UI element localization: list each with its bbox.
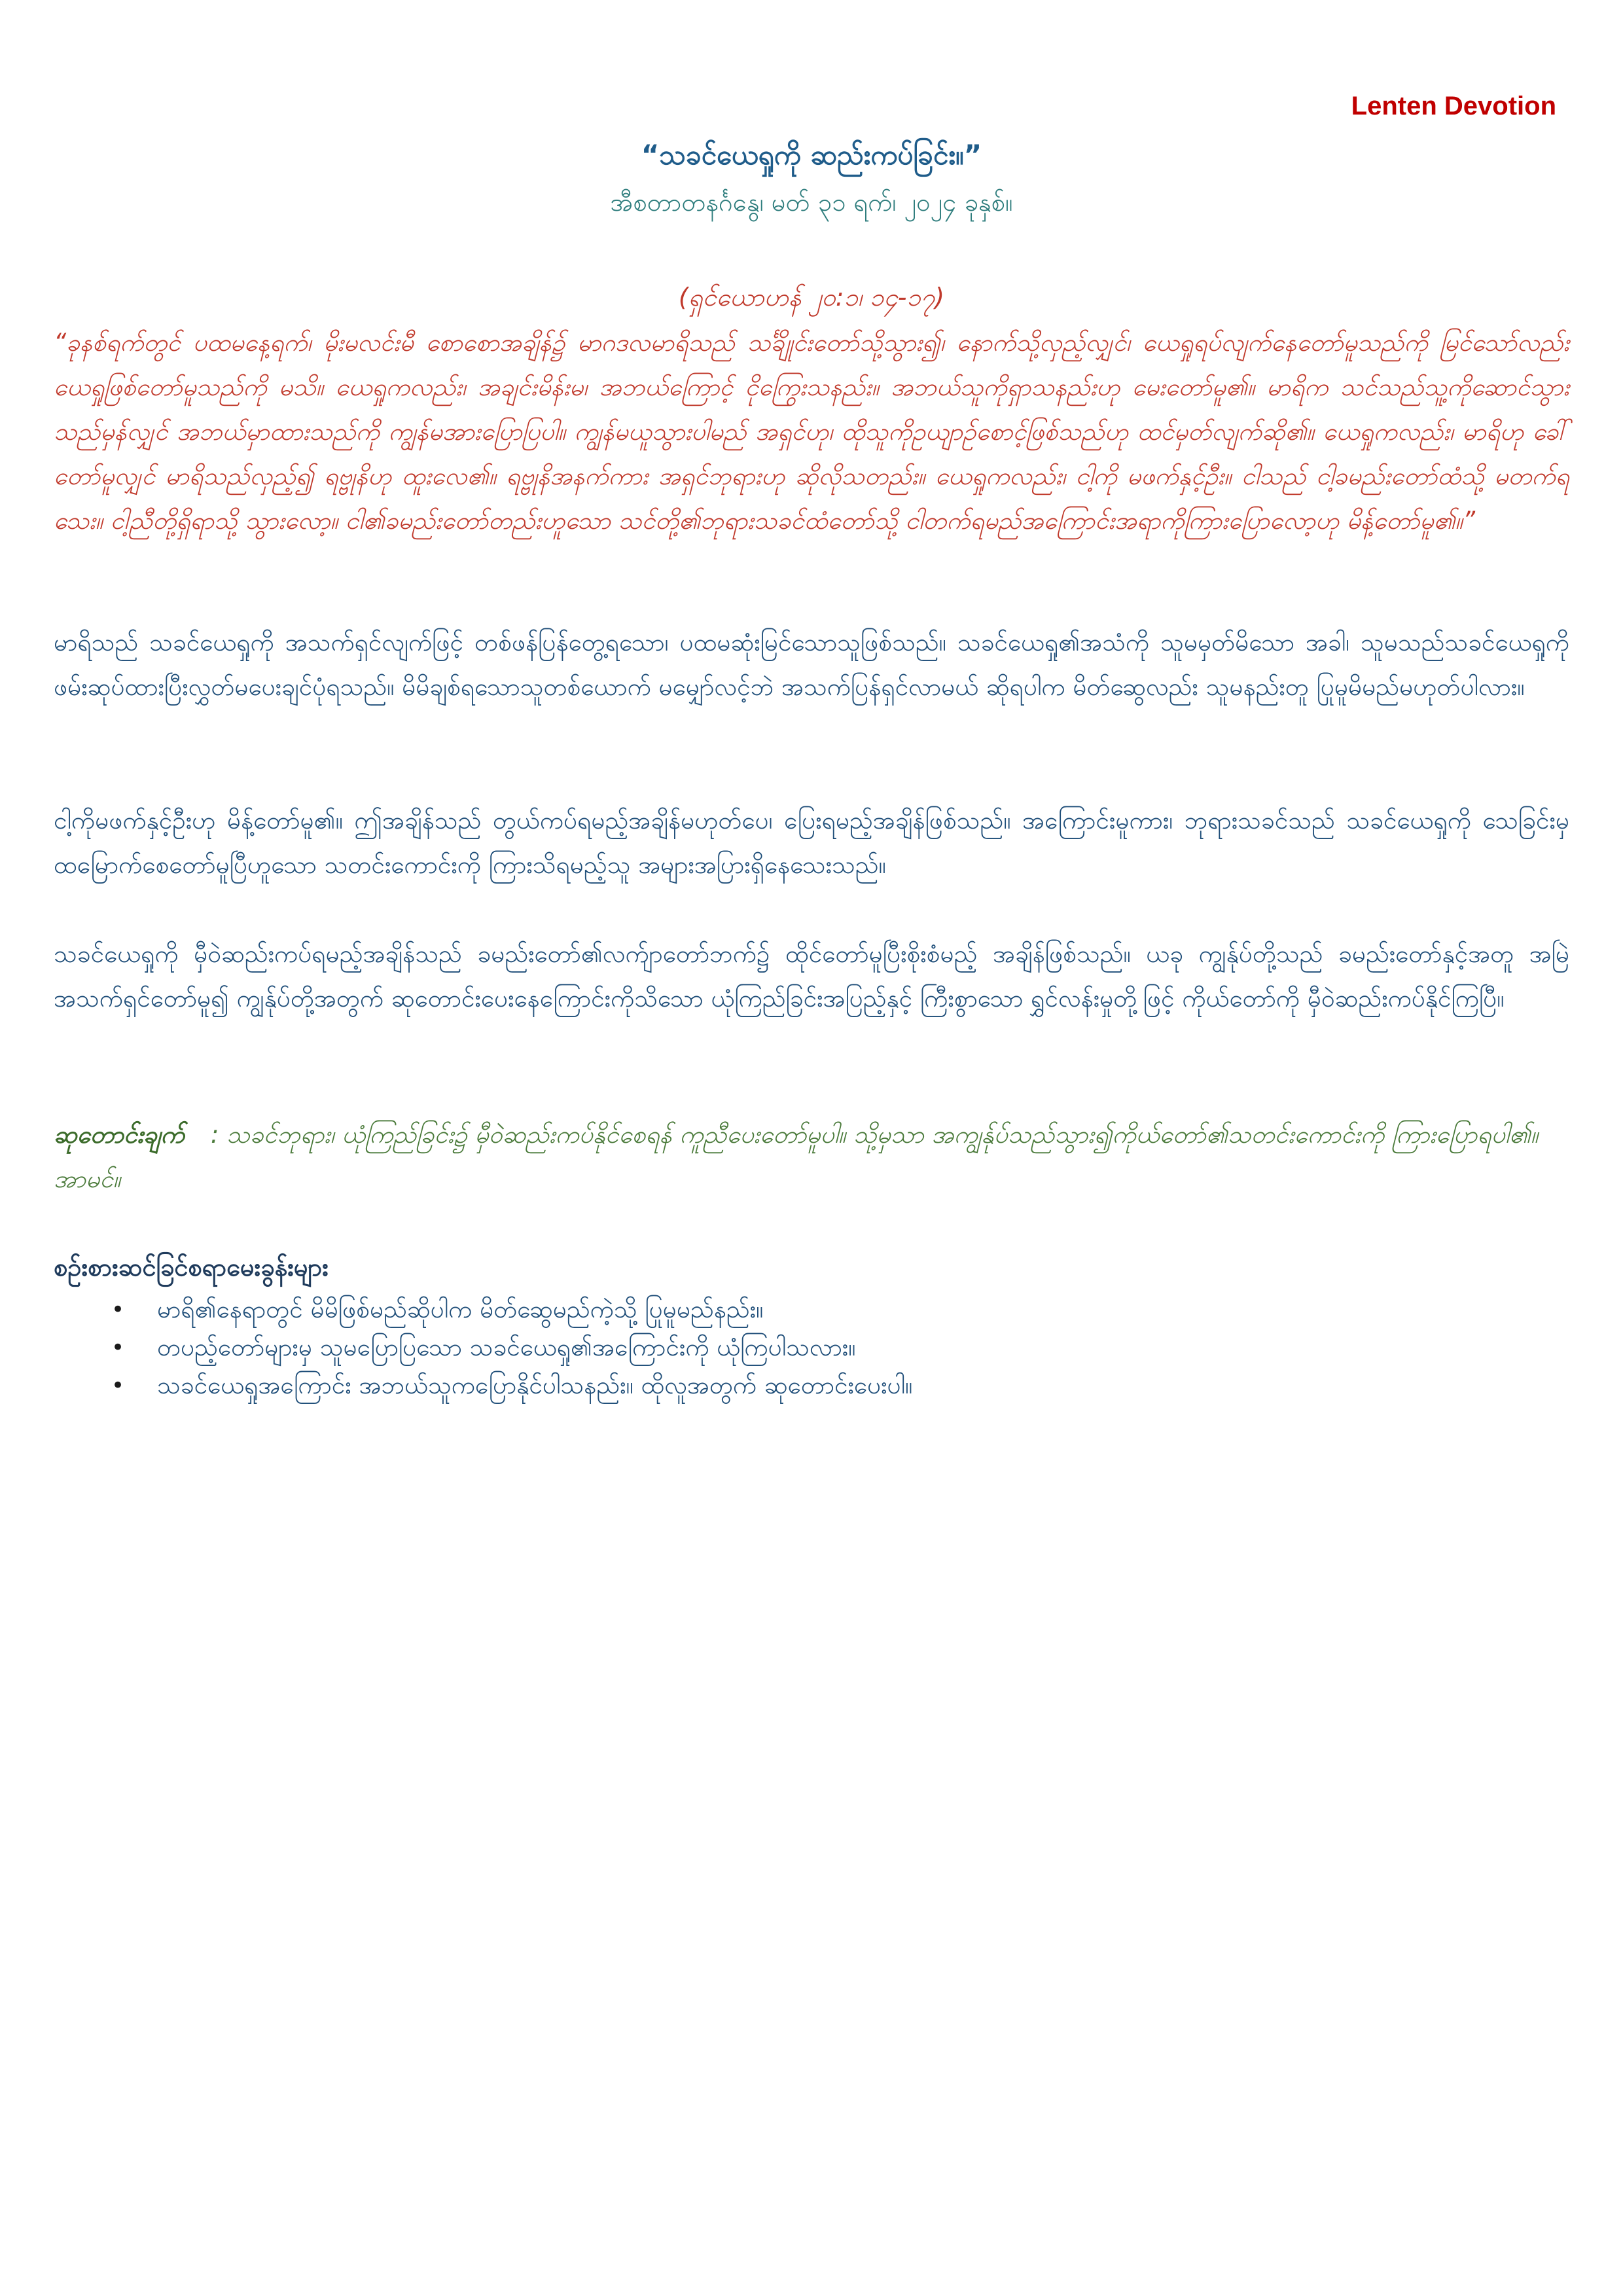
questions-heading: စဉ်းစားဆင်ခြင်စရာမေးခွန်းများ [54,1253,329,1282]
prayer-block [54,1113,1569,1202]
bullet-icon: • [111,1335,125,1361]
prayer-label: ဆုတောင်းချက် [54,1121,185,1149]
question-item [111,1291,1551,1329]
page-title: “သခင်ယေရှုကို ဆည်းကပ်ခြင်း။” [641,139,982,171]
question-text: မာရိ၏နေရာတွင် မိမိဖြစ်မည်ဆိုပါက မိတ်ဆွေမည်ကဲ့သို့ ပြုမူမည်နည်း။ [157,1295,764,1323]
date-line: အီစတာတနင်္ဂနွေ၊ မတ် ၃၁ ရက်၊ ၂၀၂၄ ခုနှစ်။ [610,188,1013,217]
question-text: တပည့်တော်များမှ သူမပြောပြသော သခင်ယေရှု၏အကြောင်းကို ယုံကြပါသလား။ [157,1333,856,1361]
scripture-passage: “ခုနစ်ရက်တွင် ပထမနေ့ရက်၊ မိုးမလင်းမီ စောစောအချိန်၌ မာဂဒလမာရိသည် သင်္ချိုင်းတော်သို့သွား၍၊ နောက်သို့လှည့်လျှင်၊ ယေရှုရပ်လျက်နေတော်မူသည်ကို မြင်သော်လည်း ယေရှုဖြစ်တော်မူသည်ကို မသိ။ ယေရှုကလည်း၊ အချင်းမိန်းမ၊ အဘယ်ကြောင့် ငိုကြွေးသနည်း။ အဘယ်သူကိုရှာသနည်းဟု မေးတော်မူ၏။ မာရိက သင်သည်သူ့ကိုဆောင်သွားသည်မှန်လျှင် အဘယ်မှာထားသည်ကို ကျွန်မအားပြောပြပါ။ ကျွန်မယူသွားပါမည် အရှင်ဟု၊ ထိုသူကိုဥယျာဉ်စောင့်ဖြစ်သည်ဟု ထင်မှတ်လျက်ဆို၏။ ယေရှုကလည်း၊ မာရိဟု ခေါ်တော်မူလျှင် မာရိသည်လှည့်၍ ရဗ္ဗုနိဟု ထူးလေ၏။ ရဗ္ဗုနိအနက်ကား အရှင်ဘုရားဟု ဆိုလိုသတည်း။ ယေရှုကလည်း၊ ငါ့ကို မဖက်နှင့်ဦး။ ငါသည် ငါ့ခမည်းတော်ထံသို့ မတက်ရသေး။ ငါ့ညီတို့ရှိရာသို့ သွားလော့။ ငါ၏ခမည်းတော်တည်းဟူသော သင်တို့၏ဘုရားသခင်ထံတော်သို့ ငါတက်ရမည်အကြောင်းအရာကိုကြားပြောလော့ဟု မိန့်တော်မူ၏။” [54,329,1569,535]
scripture-reference: (ရှင်ယောဟန် ၂၀:၁၊ ၁၄-၁၇) [678,283,945,312]
question-text: သခင်ယေရှုအကြောင်း အဘယ်သူကပြောနိုင်ပါသနည်း။ ထိုလူအတွက် ဆုတောင်းပေးပါ။ [157,1371,913,1399]
question-item [111,1367,1551,1405]
body-paragraph-2: ငါ့ကိုမဖက်နှင့်ဦးဟု မိန့်တော်မူ၏။ ဤအချိန်သည် တွယ်ကပ်ရမည့်အချိန်မဟုတ်ပေ၊ ပြေးရမည့်အချိန်ဖြစ်သည်။ အကြောင်းမူကား၊ ဘုရားသခင်သည် သခင်ယေရှုကို သေခြင်းမှ ထမြောက်စေတော်မူပြီဟူသော သတင်းကောင်းကို ကြားသိရမည့်သူ အများအပြားရှိနေသေးသည်။ [54,806,1569,879]
bullet-icon: • [111,1297,125,1323]
body-paragraph-3: သခင်ယေရှုကို မှီဝဲဆည်းကပ်ရမည့်အချိန်သည် ခမည်းတော်၏လက်ျာတော်ဘက်၌ ထိုင်တော်မူပြီးစိုးစံမည့် အချိန်ဖြစ်သည်။ ယခု ကျွန်ုပ်တို့သည် ခမည်းတော်နှင့်အတူ အမြဲအသက်ရှင်တော်မူ၍ ကျွန်ုပ်တို့အတွက် ဆုတောင်းပေးနေကြောင်းကိုသိသော ယုံကြည်ခြင်းအပြည့်နှင့် ကြီးစွာသော ရွှင်လန်းမှုတို့ဖြင့် ကိုယ်တော်ကို မှီဝဲဆည်းကပ်နိုင်ကြပြီ။ [54,940,1569,1013]
prayer-text: : သခင်ဘုရား၊ ယုံကြည်ခြင်း၌ မှီဝဲဆည်းကပ်နိုင်စေရန် ကူညီပေးတော်မူပါ။ သို့မှသာ အကျွန်ုပ်သည်သွား၍ကိုယ်တော်၏သတင်းကောင်းကို ကြားပြောရပါ၏။ အာမင်။ [54,1121,1539,1193]
bullet-icon: • [111,1372,125,1399]
questions-list [111,1291,1551,1405]
question-item [111,1329,1551,1367]
series-label: Lenten Devotion [1351,92,1556,120]
body-paragraph-1: မာရိသည် သခင်ယေရှုကို အသက်ရှင်လျက်ဖြင့် တစ်ဖန်ပြန်တွေ့ရသော၊ ပထမဆုံးမြင်သောသူဖြစ်သည်။ သခင်ယေရှု၏အသံကို သူမမှတ်မိသော အခါ၊ သူမသည်သခင်ယေရှုကို ဖမ်းဆုပ်ထားပြီးလွှတ်မပေးချင်ပုံရသည်။ မိမိချစ်ရသောသူတစ်ယောက် မမျှော်လင့်ဘဲ အသက်ပြန်ရှင်လာမယ် ဆိုရပါက မိတ်ဆွေလည်း သူမနည်းတူ ပြုမူမိမည်မဟုတ်ပါလား။ [54,628,1569,701]
